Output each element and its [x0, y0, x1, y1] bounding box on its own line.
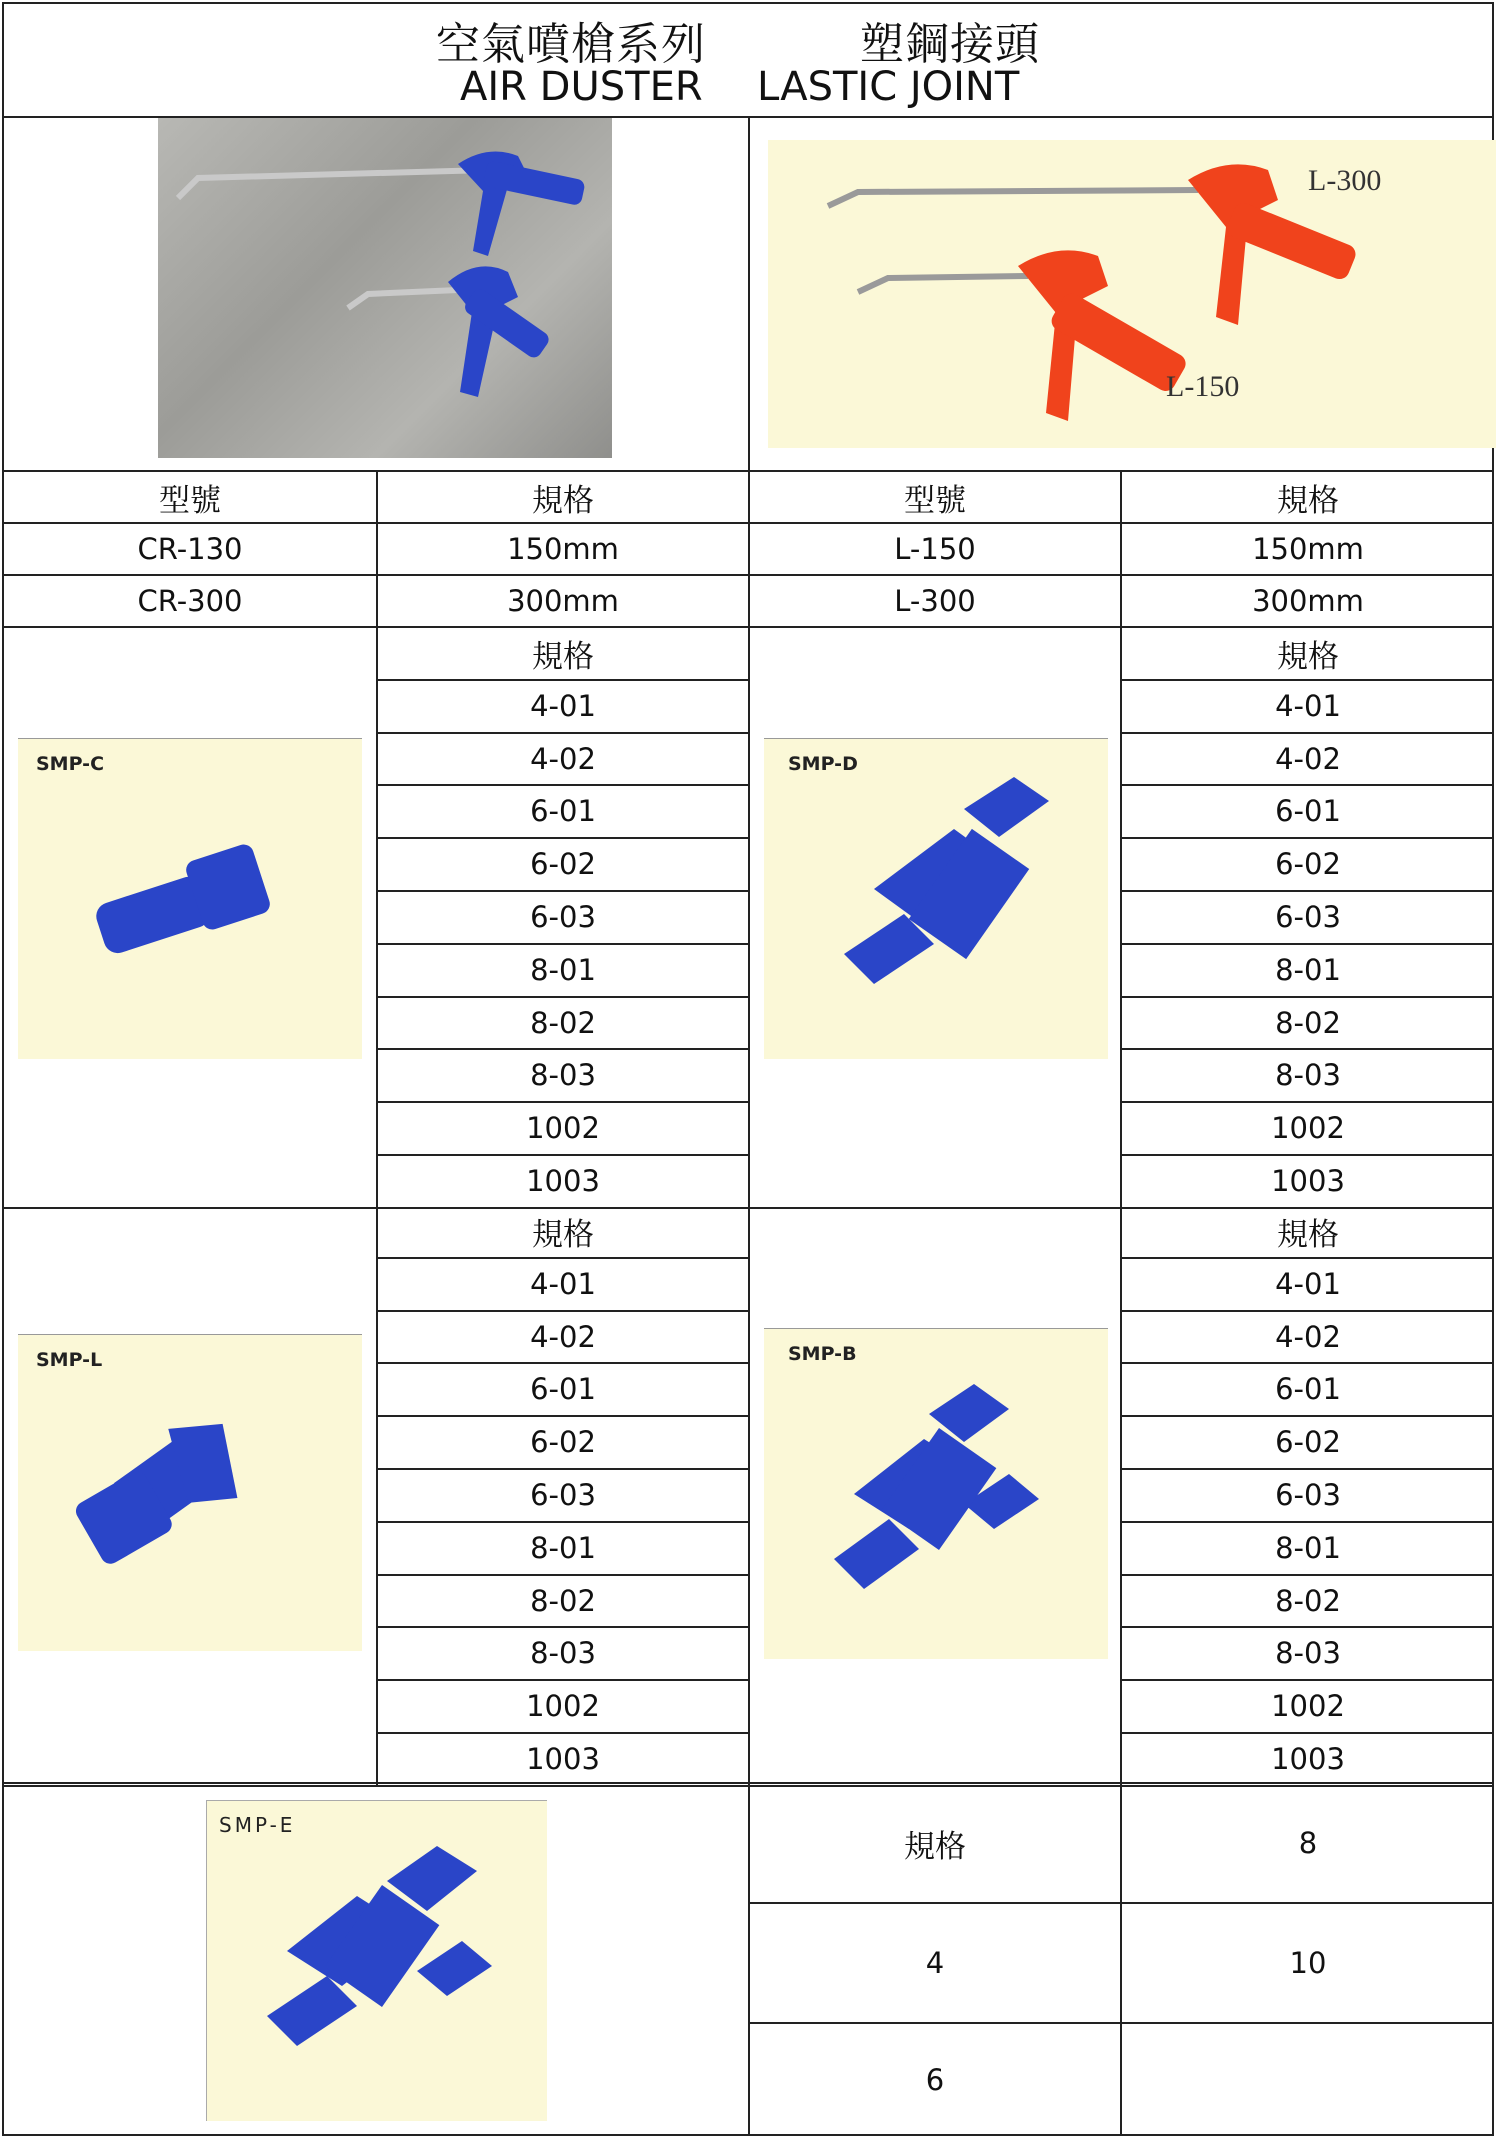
spec-cell: 8-02: [530, 1006, 596, 1040]
joint-image: [18, 1335, 362, 1651]
header-model-1: 型號: [159, 482, 221, 519]
joint-photo: [764, 1328, 1108, 1659]
spec-cell: 4-01: [530, 1267, 596, 1301]
spec-cell: 4-02: [530, 1320, 596, 1354]
joint-label: SMP-C: [36, 753, 105, 775]
joint-photo: [18, 738, 362, 1059]
spec-cell: 1002: [526, 1689, 600, 1723]
smp-e-cell: 4: [925, 1946, 945, 1980]
joint-image: [18, 739, 362, 1059]
table-cell: CR-130: [137, 532, 243, 566]
table-cell: CR-300: [137, 584, 243, 618]
smp-e-photo: [206, 1800, 547, 2121]
joint-image: [764, 1329, 1108, 1659]
spec-cell: 6-02: [530, 1425, 596, 1459]
spec-cell: 4-01: [1275, 689, 1341, 723]
spec-cell: 1002: [1271, 1689, 1345, 1723]
spec-cell: 6-03: [530, 900, 596, 934]
joint-label: SMP-L: [36, 1349, 103, 1371]
spec-cell: 6-03: [1275, 900, 1341, 934]
spec-cell: 1003: [1271, 1164, 1345, 1198]
smp-e-tee-joint-image: [207, 1801, 547, 2121]
joint-photo: [764, 738, 1108, 1059]
spec-cell: 1003: [526, 1742, 600, 1776]
spec-cell: 8-01: [1275, 953, 1341, 987]
red-air-duster-photo: [768, 140, 1496, 448]
spec-header: 規格: [1277, 1216, 1339, 1253]
spec-cell: 4-02: [530, 742, 596, 776]
smp-e-cell: [1122, 2024, 1494, 2136]
spec-cell: 1002: [526, 1111, 600, 1145]
spec-cell: 8-03: [1275, 1058, 1341, 1092]
spec-cell: 6-02: [1275, 1425, 1341, 1459]
spec-cell: 8-01: [530, 1531, 596, 1565]
joint-label: SMP-B: [788, 1343, 857, 1365]
joint-image: [764, 739, 1108, 1059]
spec-cell: 8-02: [1275, 1584, 1341, 1618]
spec-cell: 4-01: [530, 689, 596, 723]
header-spec-1: 規格: [532, 482, 594, 519]
title-cn-right: 塑鋼接頭: [860, 19, 1040, 70]
title-en-left: AIR DUSTER: [460, 64, 703, 110]
spec-cell: 6-01: [1275, 794, 1341, 828]
table-cell: 150mm: [507, 532, 619, 566]
smp-e-cell: 規格: [904, 1828, 966, 1865]
title-cn-left: 空氣噴槍系列: [436, 19, 706, 70]
spec-cell: 1003: [526, 1164, 600, 1198]
blue-air-duster-photo: [158, 118, 612, 458]
spec-cell: 8-02: [1275, 1006, 1341, 1040]
spec-cell: 1003: [1271, 1742, 1345, 1776]
catalog-page: [2, 2, 1494, 2136]
header-model-2: 型號: [904, 482, 966, 519]
smp-e-label: SMP-E: [219, 1813, 296, 1837]
spec-cell: 6-02: [530, 847, 596, 881]
spec-cell: 8-02: [530, 1584, 596, 1618]
spec-cell: 8-03: [530, 1058, 596, 1092]
spec-cell: 1002: [1271, 1111, 1345, 1145]
spec-header: 規格: [532, 1216, 594, 1253]
spec-header: 規格: [532, 638, 594, 675]
table-cell: L-300: [894, 584, 976, 618]
red-gun-label-long: L-300: [1308, 164, 1382, 197]
spec-cell: 6-01: [530, 1372, 596, 1406]
spec-cell: 8-01: [530, 953, 596, 987]
table-cell: 300mm: [507, 584, 619, 618]
spec-header: 規格: [1277, 638, 1339, 675]
spec-cell: 6-02: [1275, 847, 1341, 881]
spec-cell: 6-03: [1275, 1478, 1341, 1512]
title-en-right: LASTIC JOINT: [757, 64, 1020, 110]
spec-cell: 4-02: [1275, 742, 1341, 776]
spec-cell: 4-02: [1275, 1320, 1341, 1354]
table-cell: L-150: [894, 532, 976, 566]
spec-cell: 6-01: [530, 794, 596, 828]
table-cell: 300mm: [1252, 584, 1364, 618]
joint-label: SMP-D: [788, 753, 858, 775]
header-spec-2: 規格: [1277, 482, 1339, 519]
smp-e-cell: 6: [925, 2063, 945, 2097]
red-air-duster-image: [768, 140, 1496, 448]
smp-e-cell: 8: [1298, 1826, 1318, 1860]
spec-cell: 8-03: [1275, 1636, 1341, 1670]
spec-cell: 4-01: [1275, 1267, 1341, 1301]
table-cell: 150mm: [1252, 532, 1364, 566]
blue-air-duster-image: [158, 118, 612, 458]
spec-cell: 8-03: [530, 1636, 596, 1670]
red-gun-label-short: L-150: [1166, 370, 1240, 403]
spec-cell: 8-01: [1275, 1531, 1341, 1565]
spec-cell: 6-03: [530, 1478, 596, 1512]
smp-e-cell: 10: [1289, 1946, 1327, 1980]
spec-cell: 6-01: [1275, 1372, 1341, 1406]
joint-photo: [18, 1334, 362, 1651]
